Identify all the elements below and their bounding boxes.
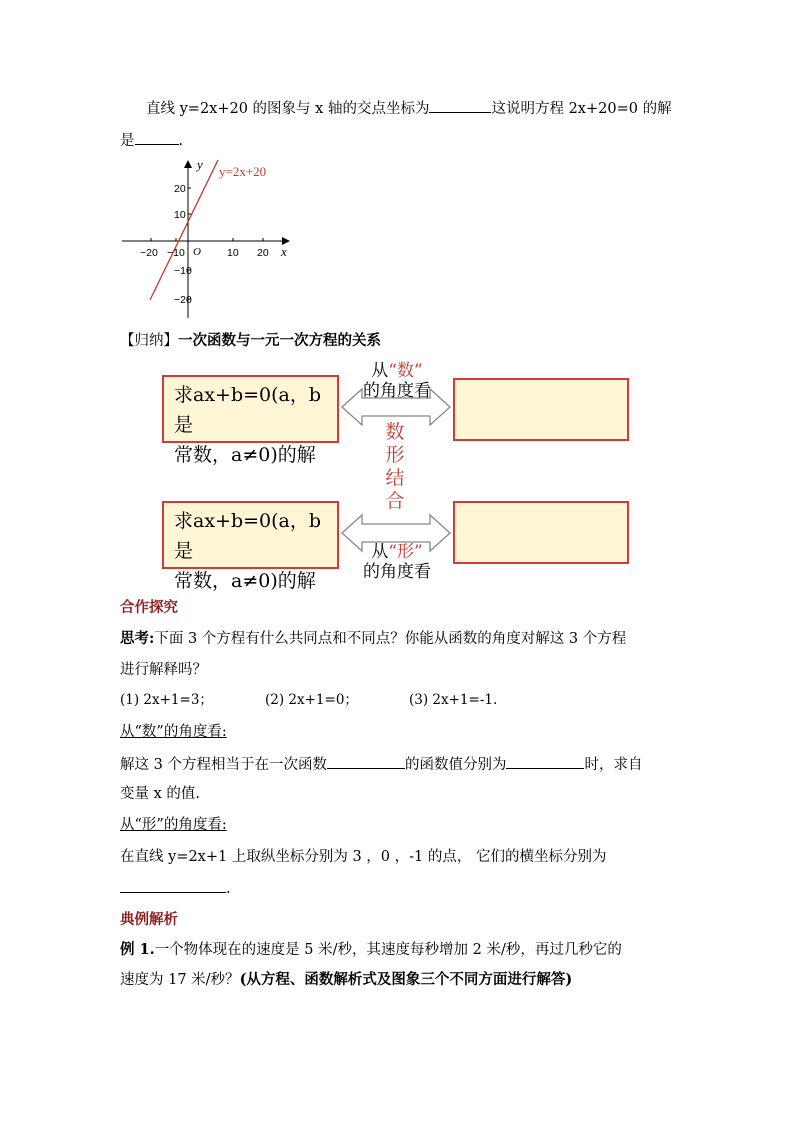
line-equation-label: y=2x+20 (219, 164, 267, 179)
equation-box-bottom (162, 501, 339, 592)
x-tick-label: 20 (257, 247, 269, 259)
example-instruction: (从方程、函数解析式及图象三个不同方面进行解答) (239, 971, 573, 988)
number-quote: “数” (388, 361, 423, 381)
x-tick-label: −10 (167, 247, 185, 259)
answer-blank[interactable] (135, 129, 179, 145)
y-tick-label: −20 (174, 294, 192, 306)
answer-blank[interactable] (327, 753, 405, 769)
y-axis-arrow (184, 160, 192, 168)
intro-text-d: . (178, 133, 184, 149)
number-view-line-2: 变量 x 的值. (120, 786, 201, 802)
section-heading-explore: 合作探究 (120, 599, 178, 616)
answer-box-top[interactable] (453, 378, 629, 441)
number-view-line-1: 解这 3 个方程相当于在一次函数 的函数值分别为 时，求自 (120, 753, 642, 775)
linear-function-graph (118, 152, 298, 320)
number-shape-combination: 数 形 结 合 (385, 421, 405, 512)
number-view-heading: 从“数”的角度看: (120, 724, 227, 740)
intro-line-1 (146, 97, 672, 119)
think-label: 思考: (120, 630, 155, 647)
box-text-line-2: 常数，a≠0)的解 (174, 570, 316, 592)
shape-view-line-1: 在直线 y=2x+1 上取纵坐标分别为 3 ，0 ，-1 的点， 它们的横坐标分别为 (120, 849, 607, 865)
equation-2: (2) 2x+1=0； (265, 692, 358, 708)
example-line-2: 速度为 17 米/秒？(从方程、函数解析式及图象三个不同方面进行解答) (120, 971, 573, 988)
summary-heading (120, 331, 381, 351)
intro-text-a: 直线 y=2x+20 的图象与 x 轴的交点坐标为 (146, 101, 430, 117)
think-line-2: 进行解释吗？ (120, 662, 207, 678)
y-tick-label: 20 (174, 183, 186, 195)
y-axis-label: y (197, 157, 203, 172)
x-tick-label: 10 (227, 247, 239, 259)
box-text-line-2: 常数，a≠0)的解 (174, 444, 316, 466)
equation-3: (3) 2x+1=-1. (409, 692, 498, 708)
box-text-line-1: 求ax+b=0(a，b是 (174, 384, 322, 436)
answer-blank[interactable] (506, 753, 584, 769)
number-view-label: 从“数” 的角度看 (363, 361, 431, 401)
origin-label: O (193, 246, 201, 258)
x-axis-label: x (281, 244, 287, 259)
y-tick-label: 10 (174, 209, 186, 221)
x-tick-label: −20 (140, 247, 158, 259)
equation-box-top (162, 375, 339, 466)
answer-box-bottom[interactable] (453, 501, 629, 564)
example-line-1: 例 1.一个物体现在的速度是 5 米/秒，其速度每秒增加 2 米/秒，再过几秒它的 (120, 941, 622, 958)
function-line (150, 160, 218, 300)
intro-text-c: 是 (120, 133, 135, 149)
shape-view-label: 从“形” 的角度看 (363, 542, 431, 582)
y-tick-label: −10 (174, 265, 192, 277)
box-text-line-1: 求ax+b=0(a，b是 (174, 510, 322, 562)
shape-view-heading: 从“形”的角度看: (120, 817, 227, 833)
shape-view-line-2: . (120, 877, 231, 899)
shape-quote: “形” (388, 542, 423, 562)
answer-blank[interactable] (429, 97, 491, 113)
summary-bracket: 【归纳】 (120, 333, 178, 349)
section-heading-examples: 典例解析 (120, 911, 178, 928)
summary-title: 一次函数与一元一次方程的关系 (178, 332, 381, 349)
intro-line-2 (120, 129, 183, 151)
equation-1: (1) 2x+1=3； (120, 692, 213, 708)
answer-blank[interactable] (120, 877, 226, 893)
example-label: 例 1. (120, 941, 155, 958)
think-line-1: 思考:下面 3 个方程有什么共同点和不同点？你能从函数的角度对解这 3 个方程 (120, 630, 627, 647)
intro-text-b: 这说明方程 2x+20=0 的解 (491, 101, 672, 117)
